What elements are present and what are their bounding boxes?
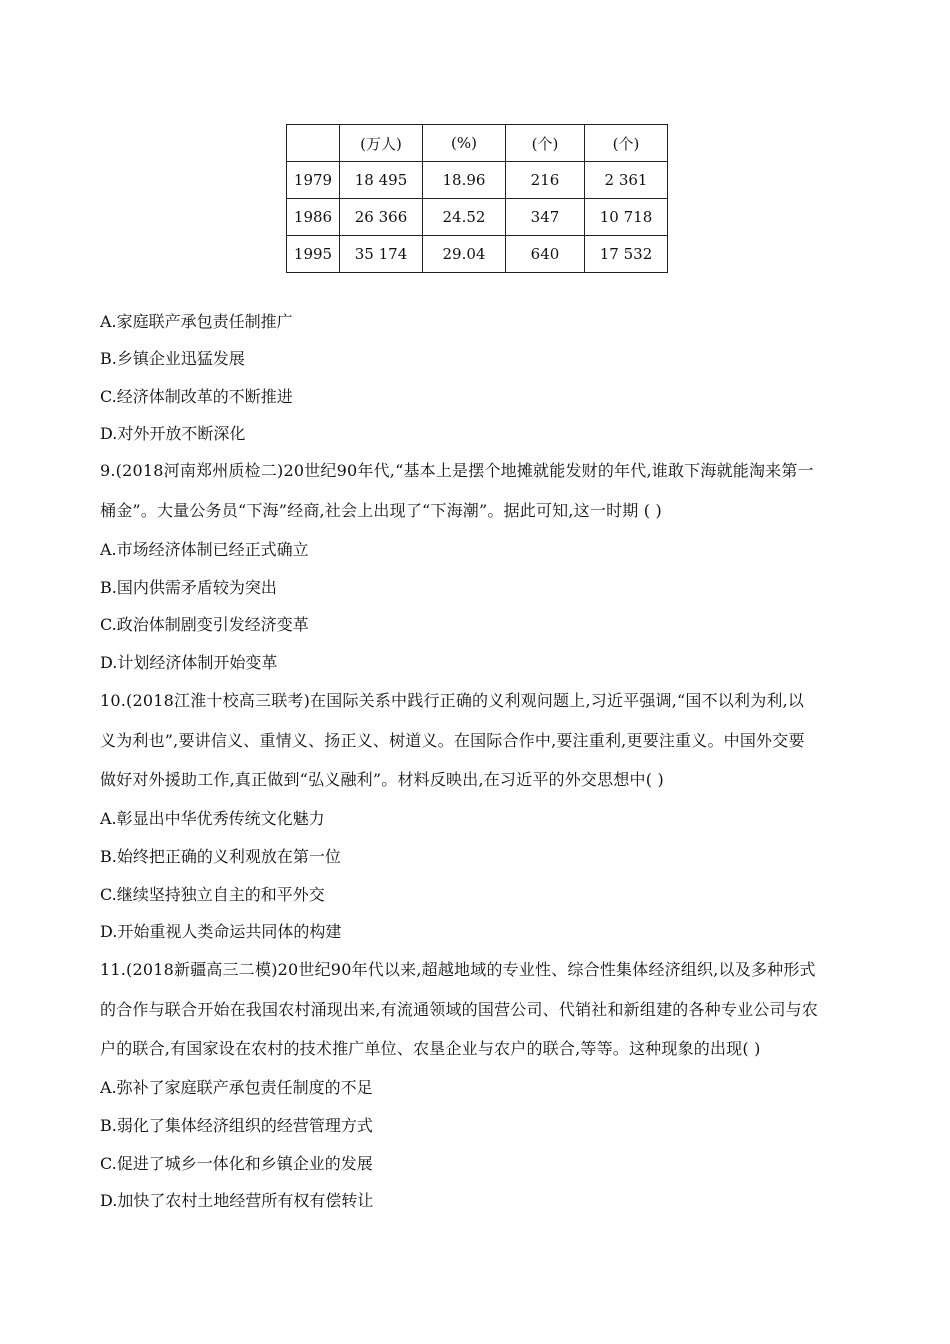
- table-cell: 1986: [287, 199, 340, 236]
- q11-option-a: A.弥补了家庭联产承包责任制度的不足: [100, 1078, 373, 1097]
- table-row: [287, 199, 668, 236]
- table-cell: 18.96: [423, 162, 506, 199]
- q9-stem-line: 桶金”。大量公务员“下海”经商,社会上出现了“下海潮”。据此可知,这一时期 ( ): [100, 501, 662, 520]
- q10-stem-line: 10.(2018江淮十校高三联考)在国际关系中践行正确的义利观问题上,习近平强调,“国不以利为利,以: [100, 691, 805, 710]
- q9-option-b: B.国内供需矛盾较为突出: [100, 578, 277, 597]
- q10-stem-line: 义为利也”,要讲信义、重情义、扬正义、树道义。在国际合作中,要注重利,更要注重义。中国外交要: [100, 731, 805, 750]
- table-row: [287, 236, 668, 273]
- table-cell: 640: [506, 236, 585, 273]
- statistics-table: [286, 124, 668, 273]
- table-header-row: [287, 125, 668, 162]
- q11-stem-line: 的合作与联合开始在我国农村涌现出来,有流通领域的国营公司、代销社和新组建的各种专业公司与农: [100, 1000, 819, 1019]
- table-header-cell: (万人): [340, 125, 423, 162]
- table-header-cell: (个): [506, 125, 585, 162]
- q8-option-d: D.对外开放不断深化: [100, 424, 246, 443]
- q9-option-c: C.政治体制剧变引发经济变革: [100, 615, 309, 634]
- table-cell: 1995: [287, 236, 340, 273]
- table-cell: 1979: [287, 162, 340, 199]
- q11-option-c: C.促进了城乡一体化和乡镇企业的发展: [100, 1154, 373, 1173]
- q9-option-d: D.计划经济体制开始变革: [100, 653, 278, 672]
- q10-option-c: C.继续坚持独立自主的和平外交: [100, 885, 325, 904]
- q11-option-b: B.弱化了集体经济组织的经营管理方式: [100, 1116, 373, 1135]
- table-header-cell: [287, 125, 340, 162]
- q10-option-b: B.始终把正确的义利观放在第一位: [100, 847, 341, 866]
- table-cell: 29.04: [423, 236, 506, 273]
- q11-option-d: D.加快了农村土地经营所有权有偿转让: [100, 1191, 374, 1210]
- q9-stem-line: 9.(2018河南郑州质检二)20世纪90年代,“基本上是摆个地摊就能发财的年代,谁敢下海就能淘来第一: [100, 461, 814, 480]
- table-cell: 216: [506, 162, 585, 199]
- q10-option-d: D.开始重视人类命运共同体的构建: [100, 922, 342, 941]
- table-cell: 347: [506, 199, 585, 236]
- table-row: [287, 162, 668, 199]
- table-header-cell: (%): [423, 125, 506, 162]
- q11-stem-line: 11.(2018新疆高三二模)20世纪90年代以来,超越地域的专业性、综合性集体经济组织,以及多种形式: [100, 960, 816, 979]
- table-cell: 35 174: [340, 236, 423, 273]
- table-cell: 26 366: [340, 199, 423, 236]
- q10-option-a: A.彰显出中华优秀传统文化魅力: [100, 809, 325, 828]
- q8-option-b: B.乡镇企业迅猛发展: [100, 349, 245, 368]
- q10-stem-line: 做好对外援助工作,真正做到“弘义融利”。材料反映出,在习近平的外交思想中( ): [100, 770, 664, 789]
- table-cell: 24.52: [423, 199, 506, 236]
- table-cell: 10 718: [585, 199, 668, 236]
- table-header-cell: (个): [585, 125, 668, 162]
- table-cell: 18 495: [340, 162, 423, 199]
- q8-option-a: A.家庭联产承包责任制推广: [100, 312, 293, 331]
- q9-option-a: A.市场经济体制已经正式确立: [100, 540, 309, 559]
- table-cell: 2 361: [585, 162, 668, 199]
- table-cell: 17 532: [585, 236, 668, 273]
- q11-stem-line: 户的联合,有国家设在农村的技术推广单位、农垦企业与农户的联合,等等。这种现象的出现( ): [100, 1039, 761, 1058]
- q8-option-c: C.经济体制改革的不断推进: [100, 387, 293, 406]
